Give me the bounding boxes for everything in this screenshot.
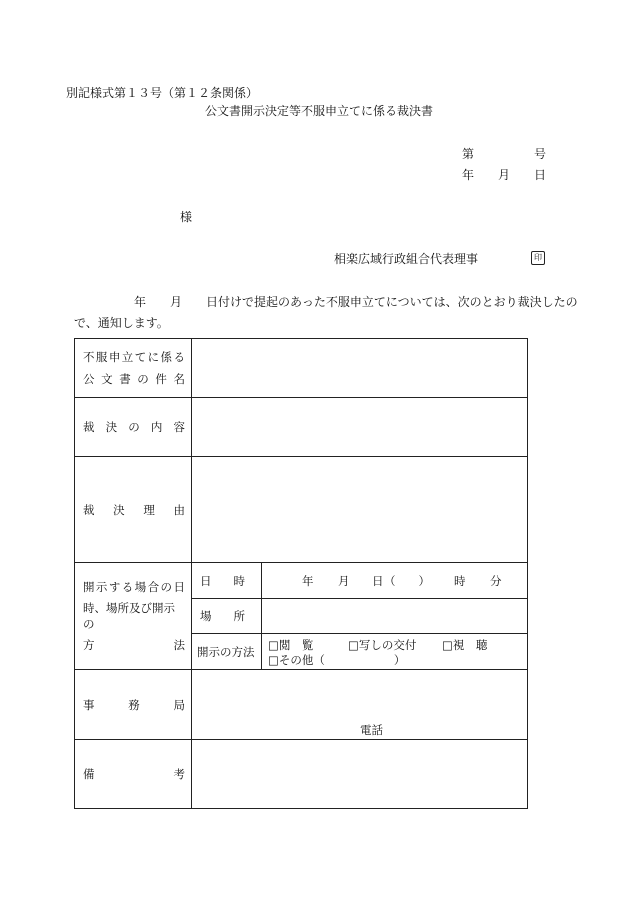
datetime-minute: 分 [490, 574, 502, 588]
body-text-line2: で、通知します。 [74, 316, 169, 330]
decision-content-field[interactable] [192, 398, 528, 457]
datetime-weekday-paren: （ ） [384, 574, 430, 588]
datetime-label: 日 時 [192, 563, 262, 599]
body-month-label: 月 [170, 295, 183, 309]
method-option-view[interactable]: □閲 覧 [268, 638, 314, 652]
issuer-name: 相楽広域行政組合代表理事 [334, 252, 479, 266]
table-row-remarks [75, 740, 528, 809]
disclosure-details-label-line1: 開 示 す る 場 合 の 日 [83, 580, 185, 594]
document-name-field[interactable] [192, 339, 528, 398]
datetime-day: 日 [372, 574, 384, 588]
table-row-office [75, 670, 528, 740]
date-day-label: 日 [534, 168, 547, 182]
document-name-label-line1: 不 服 申 立 て に 係 る [83, 350, 185, 364]
disclosure-details-label-line3: 方 法 [83, 638, 185, 652]
method-label: 開示の方法 [192, 634, 262, 670]
date-month-label: 月 [498, 168, 511, 182]
place-label: 場 所 [192, 599, 262, 634]
body-text-line1: 日付けで提起のあった不服申立てについては、次のとおり裁決したの [206, 295, 578, 309]
remarks-field[interactable] [192, 740, 528, 809]
method-option-listen[interactable]: □視 聴 [442, 638, 488, 652]
office-label: 事 務 局 [75, 670, 192, 740]
datetime-hour: 時 [454, 574, 466, 588]
table-row-decision-content [75, 398, 528, 457]
method-option-copy[interactable]: □写しの交付 [348, 638, 417, 652]
table-row-disclosure-datetime [75, 563, 528, 599]
datetime-field[interactable] [262, 563, 528, 599]
decision-form-table [74, 338, 528, 809]
doc-number-prefix: 第 [462, 147, 475, 161]
table-row-document-name [75, 339, 528, 398]
datetime-month: 月 [338, 574, 350, 588]
form-number: 別記様式第１３号（第１２条関係） [66, 86, 259, 100]
document-name-label [75, 339, 192, 398]
table-row-decision-reason [75, 457, 528, 563]
remarks-label: 備 考 [75, 740, 192, 809]
office-field[interactable] [192, 670, 528, 740]
date-year-label: 年 [462, 168, 475, 182]
body-year-label: 年 [134, 295, 147, 309]
place-field[interactable] [262, 599, 528, 634]
doc-number-suffix: 号 [534, 147, 547, 161]
addressee-honorific: 様 [180, 210, 193, 224]
decision-content-label: 裁 決 の 内 容 [75, 398, 192, 457]
decision-reason-field[interactable] [192, 457, 528, 563]
disclosure-details-label-line2: 時、場所及び開示の [83, 601, 175, 631]
phone-label: 電話 [360, 723, 383, 737]
datetime-year: 年 [302, 574, 314, 588]
document-name-label-line2: 公 文 書 の 件 名 [83, 372, 185, 386]
document-title: 公文書開示決定等不服申立てに係る裁決書 [205, 104, 434, 118]
method-options [262, 634, 528, 670]
method-option-other[interactable]: □その他（ ） [268, 653, 406, 667]
seal-mark: 印 [531, 251, 545, 265]
disclosure-details-label [75, 563, 192, 670]
decision-reason-label: 裁 決 理 由 [75, 457, 192, 563]
